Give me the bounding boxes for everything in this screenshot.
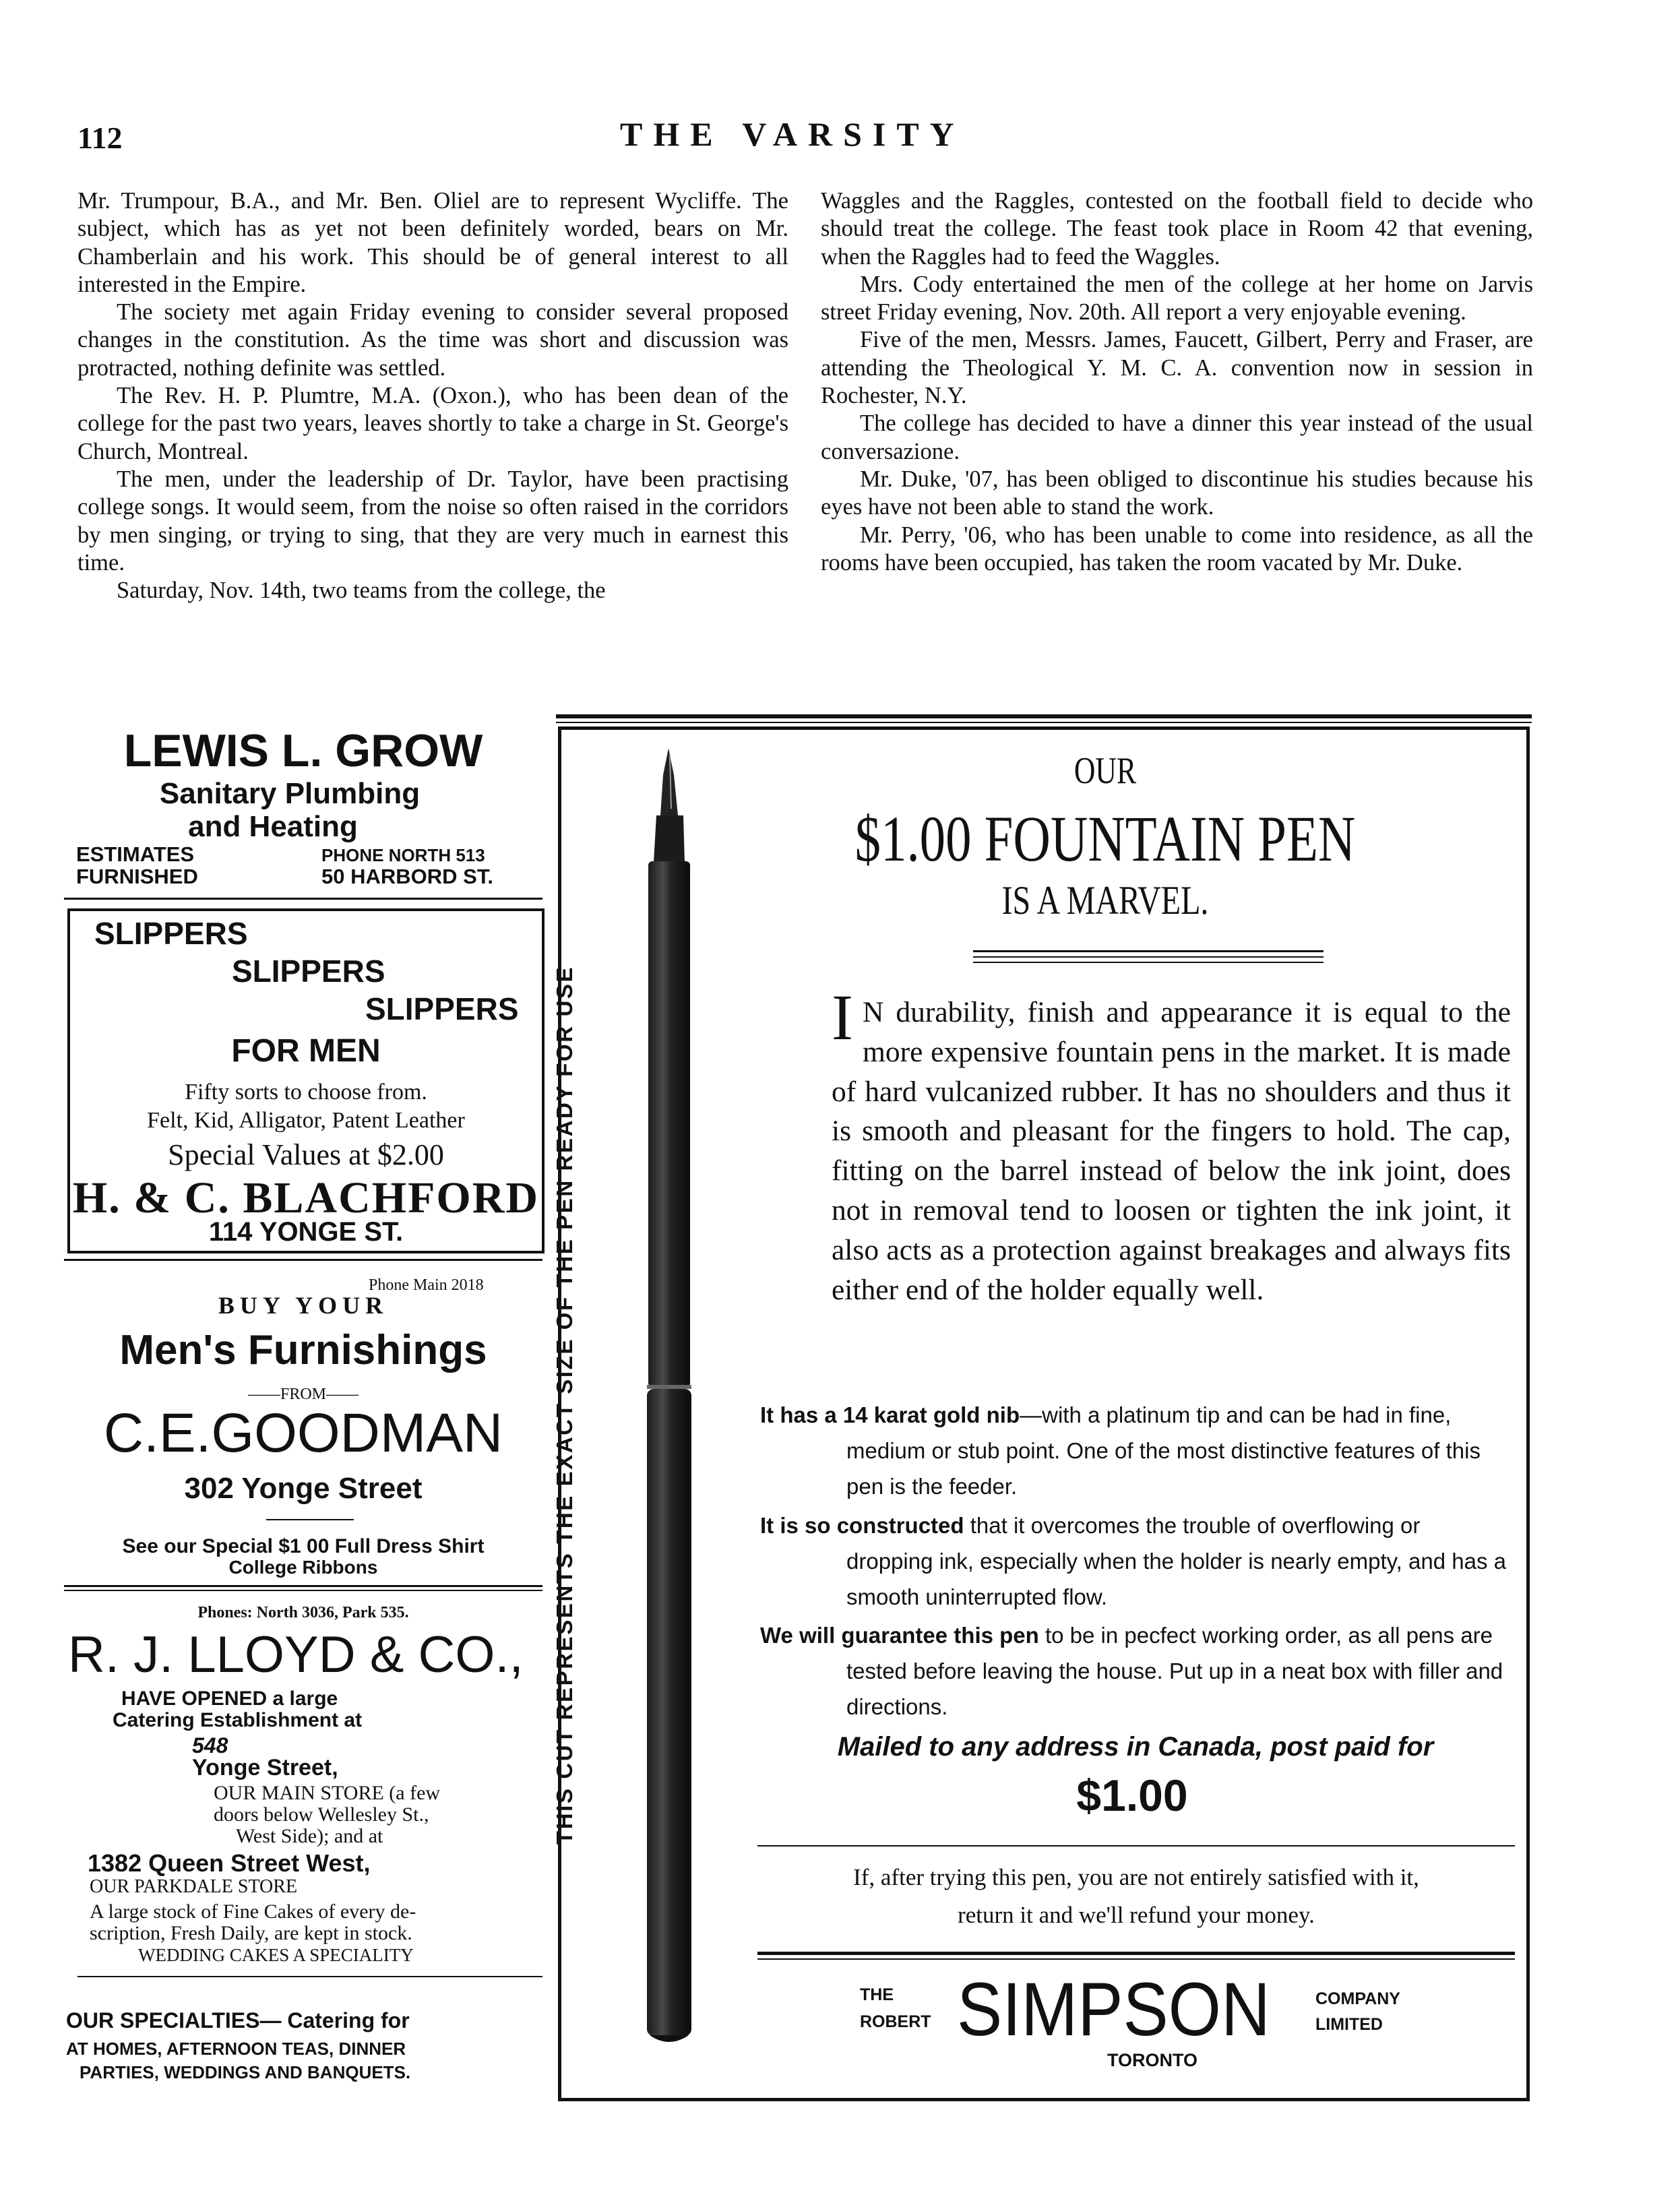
ad-blachford-slippers1: SLIPPERS bbox=[94, 916, 248, 951]
feature-lead: We will guarantee this pen bbox=[760, 1623, 1039, 1648]
ad-separator-thin bbox=[64, 1590, 542, 1591]
feature-lead: It is so constructed bbox=[760, 1513, 964, 1538]
ad-lloyd-rule bbox=[77, 1976, 542, 1977]
ad-simpson-body-text: N durability, finish and appearance it is equal to the more expensive fountain pens in the market. It is made of hard vulcanized rubber. It has no shoulders and thus it is smooth and pleasant for the fingers to hold. The cap, fitting on the barrel instead of below the ink joint, does not in removal tend to loosen or tighten the ink joint, it also acts as a protection against breakages and always fits either end of the holder equally well. bbox=[832, 996, 1511, 1306]
ad-goodman-from: ——FROM—— bbox=[247, 1386, 359, 1403]
ad-lloyd-main3: West Side); and at bbox=[236, 1825, 383, 1847]
ad-goodman-furnishings: Men's Furnishings bbox=[119, 1327, 487, 1373]
article-paragraph: Waggles and the Raggles, contested on the football field to decide who should treat the college. The feast took place in Room 42 that evening, when the Raggles had to feed the Waggles. bbox=[821, 188, 1533, 270]
ad-simpson-the: THE bbox=[860, 1985, 894, 2004]
ad-simpson-headline: $1.00 FOUNTAIN PEN bbox=[854, 803, 1356, 875]
ad-blachford-slippers3: SLIPPERS bbox=[365, 991, 519, 1026]
ad-simpson-feature bbox=[760, 1617, 1508, 1725]
article-paragraph: Mr. Trumpour, B.A., and Mr. Ben. Oliel are to represent Wycliffe. The subject, which has as yet not been definitely worded, bears on Mr. Chamberlain and his work. This should be of general interest to all interested in the Empire. bbox=[77, 188, 788, 297]
article-paragraph: The Rev. H. P. Plumtre, M.A. (Oxon.), who has been dean of the college for the past two years, leaves shortly to take a charge in St. George's Church, Montreal. bbox=[77, 383, 788, 464]
ad-grow-name: LEWIS L. GROW bbox=[123, 725, 483, 776]
ad-lloyd-phones: Phones: North 3036, Park 535. bbox=[197, 1604, 409, 1621]
ad-blachford bbox=[67, 908, 545, 1253]
ad-blachford-address: 114 YONGE ST. bbox=[208, 1217, 404, 1247]
article-left-column bbox=[77, 187, 788, 604]
ad-grow-estimates1: ESTIMATES bbox=[76, 842, 195, 866]
feature-text: to be in pecfect working order, as all pens are tested before leaving the house. Put up in a neat box with filler and directions. bbox=[846, 1623, 1503, 1719]
ad-lloyd-wedding: WEDDING CAKES A SPECIALITY bbox=[138, 1945, 414, 1965]
ad-simpson-our: OUR bbox=[1074, 750, 1137, 792]
ad-simpson-company: COMPANY bbox=[1315, 1989, 1400, 2008]
ad-lloyd-opened2: Catering Establishment at bbox=[113, 1709, 363, 1731]
ad-lloyd-main2: doors below Wellesley St., bbox=[214, 1803, 429, 1826]
ad-goodman-name: C.E.GOODMAN bbox=[103, 1402, 503, 1464]
ad-separator bbox=[64, 1585, 542, 1587]
ad-blachford-leathers: Felt, Kid, Alligator, Patent Leather bbox=[147, 1108, 465, 1133]
running-title: THE VARSITY bbox=[620, 115, 965, 153]
ad-goodman-rule bbox=[266, 1519, 354, 1520]
ad-lloyd bbox=[64, 1592, 542, 1996]
ad-grow-line2: and Heating bbox=[188, 810, 358, 843]
ad-simpson-headline-rule bbox=[973, 956, 1324, 958]
article-right-column bbox=[821, 187, 1533, 577]
ad-lloyd-spec1: OUR SPECIALTIES— Catering for bbox=[66, 2008, 410, 2033]
fountain-pen-image bbox=[627, 741, 708, 2055]
ad-simpson-marvel: IS A MARVEL. bbox=[1001, 878, 1209, 923]
ad-simpson-rule bbox=[757, 1845, 1515, 1847]
ad-grow-estimates2: FURNISHED bbox=[76, 865, 198, 888]
article-paragraph: The men, under the leadership of Dr. Taylor, have been practising college songs. It would seem, from the noise so often raised in the corridors by men singing, or trying to sing, that they are very much in earnest this time. bbox=[77, 466, 788, 576]
ad-simpson-mailed: Mailed to any address in Canada, post paid for bbox=[837, 1732, 1434, 1762]
ad-goodman bbox=[64, 1267, 542, 1590]
ad-simpson-headline-rule bbox=[973, 962, 1324, 963]
ad-simpson-robert: ROBERT bbox=[860, 2012, 931, 2031]
ad-simpson-rule bbox=[757, 1952, 1515, 1955]
ad-grow-line1: Sanitary Plumbing bbox=[159, 777, 421, 810]
ad-simpson-limited: LIMITED bbox=[1315, 2015, 1383, 2034]
ad-lloyd-street1: Yonge Street, bbox=[192, 1755, 338, 1780]
ad-lloyd-parkdale: OUR PARKDALE STORE bbox=[90, 1876, 298, 1897]
page-number: 112 bbox=[77, 121, 123, 155]
ad-lewis-grow bbox=[64, 724, 542, 893]
ad-lloyd-street2: 1382 Queen Street West, bbox=[88, 1849, 371, 1877]
ad-blachford-for-men: FOR MEN bbox=[231, 1033, 381, 1069]
article-divider-thin bbox=[556, 722, 1532, 723]
ad-simpson-logo: SIMPSON bbox=[957, 1967, 1270, 2051]
ad-lloyd-opened1: HAVE OPENED a large bbox=[121, 1687, 338, 1710]
ad-lloyd-stock1: A large stock of Fine Cakes of every de- bbox=[90, 1900, 416, 1923]
feature-text: that it overcomes the trouble of overflowing or dropping ink, especially when the holder is nearly empty, and has a smooth uninterrupted flow. bbox=[846, 1513, 1506, 1609]
ad-simpson-price: $1.00 bbox=[1076, 1770, 1188, 1820]
ad-goodman-address: 302 Yonge Street bbox=[184, 1472, 423, 1505]
article-divider bbox=[556, 714, 1532, 718]
article-paragraph: Saturday, Nov. 14th, two teams from the college, the bbox=[117, 578, 606, 604]
ad-grow-address: 50 HARBORD ST. bbox=[321, 865, 493, 888]
article-paragraph: Mr. Perry, '06, who has been unable to come into residence, as all the rooms have been occupied, has taken the room vacated by Mr. Duke. bbox=[821, 522, 1533, 576]
ad-separator bbox=[64, 898, 542, 900]
ad-goodman-phone: Phone Main 2018 bbox=[369, 1276, 484, 1294]
ad-lloyd-stock2: scription, Fresh Daily, are kept in stock. bbox=[90, 1922, 412, 1944]
ad-simpson-side-note: THIS CUT REPRESENTS THE EXACT SIZE OF THE PEN READY FOR USE bbox=[552, 965, 577, 1845]
ad-simpson-drop-cap: I bbox=[832, 981, 853, 1053]
ad-simpson-headline-rule bbox=[973, 950, 1324, 952]
ad-blachford-name: H. & C. BLACHFORD bbox=[72, 1173, 540, 1222]
ad-blachford-sorts: Fifty sorts to choose from. bbox=[185, 1080, 427, 1105]
ad-lloyd-name: R. J. LLOYD & CO., bbox=[68, 1626, 524, 1683]
article-paragraph: The society met again Friday evening to consider several proposed changes in the constitution. As the time was short and discussion was protracted, nothing definite was settled. bbox=[77, 299, 788, 381]
ad-simpson-rule bbox=[757, 1958, 1515, 1960]
article-paragraph: Mr. Duke, '07, has been obliged to discontinue his studies because his eyes have not been able to stand the work. bbox=[821, 466, 1533, 520]
article-paragraph: The college has decided to have a dinner this year instead of the usual conversazione. bbox=[821, 410, 1533, 464]
ad-blachford-slippers2: SLIPPERS bbox=[232, 954, 385, 989]
ad-lloyd-num1: 548 bbox=[192, 1733, 228, 1758]
ad-simpson-toronto: TORONTO bbox=[1107, 2050, 1197, 2070]
ad-simpson-body bbox=[832, 993, 1511, 1309]
ad-separator bbox=[64, 1259, 542, 1261]
ad-simpson-feature bbox=[760, 1397, 1508, 1504]
feature-lead: It has a 14 karat gold nib bbox=[760, 1402, 1020, 1427]
ad-goodman-buy: BUY YOUR bbox=[218, 1292, 389, 1319]
ad-simpson-refund2: return it and we'll refund your money. bbox=[958, 1902, 1315, 1928]
feature-text: —with a platinum tip and can be had in fine, medium or stub point. One of the most distinctive features of this pen is the feeder. bbox=[846, 1402, 1481, 1499]
ad-lloyd-main1: OUR MAIN STORE (a few bbox=[214, 1782, 441, 1804]
ad-lloyd-spec2: AT HOMES, AFTERNOON TEAS, DINNER bbox=[66, 2039, 406, 2059]
ad-goodman-ribbons: College Ribbons bbox=[228, 1557, 378, 1578]
ad-goodman-special: See our Special $1 00 Full Dress Shirt bbox=[122, 1535, 485, 1557]
ad-lloyd-spec3: PARTIES, WEDDINGS AND BANQUETS. bbox=[80, 2062, 411, 2082]
ad-simpson-refund1: If, after trying this pen, you are not entirely satisfied with it, bbox=[853, 1864, 1419, 1890]
ad-blachford-special: Special Values at $2.00 bbox=[168, 1138, 444, 1171]
article-paragraph: Five of the men, Messrs. James, Faucett, Gilbert, Perry and Fraser, are attending the Theological Y. M. C. A. convention now in session in Rochester, N.Y. bbox=[821, 327, 1533, 409]
ad-simpson-feature bbox=[760, 1508, 1508, 1615]
ad-grow-phone: PHONE NORTH 513 bbox=[321, 845, 485, 865]
article-paragraph: Mrs. Cody entertained the men of the college at her home on Jarvis street Friday evening, Nov. 20th. All report a very enjoyable evening. bbox=[821, 271, 1533, 326]
